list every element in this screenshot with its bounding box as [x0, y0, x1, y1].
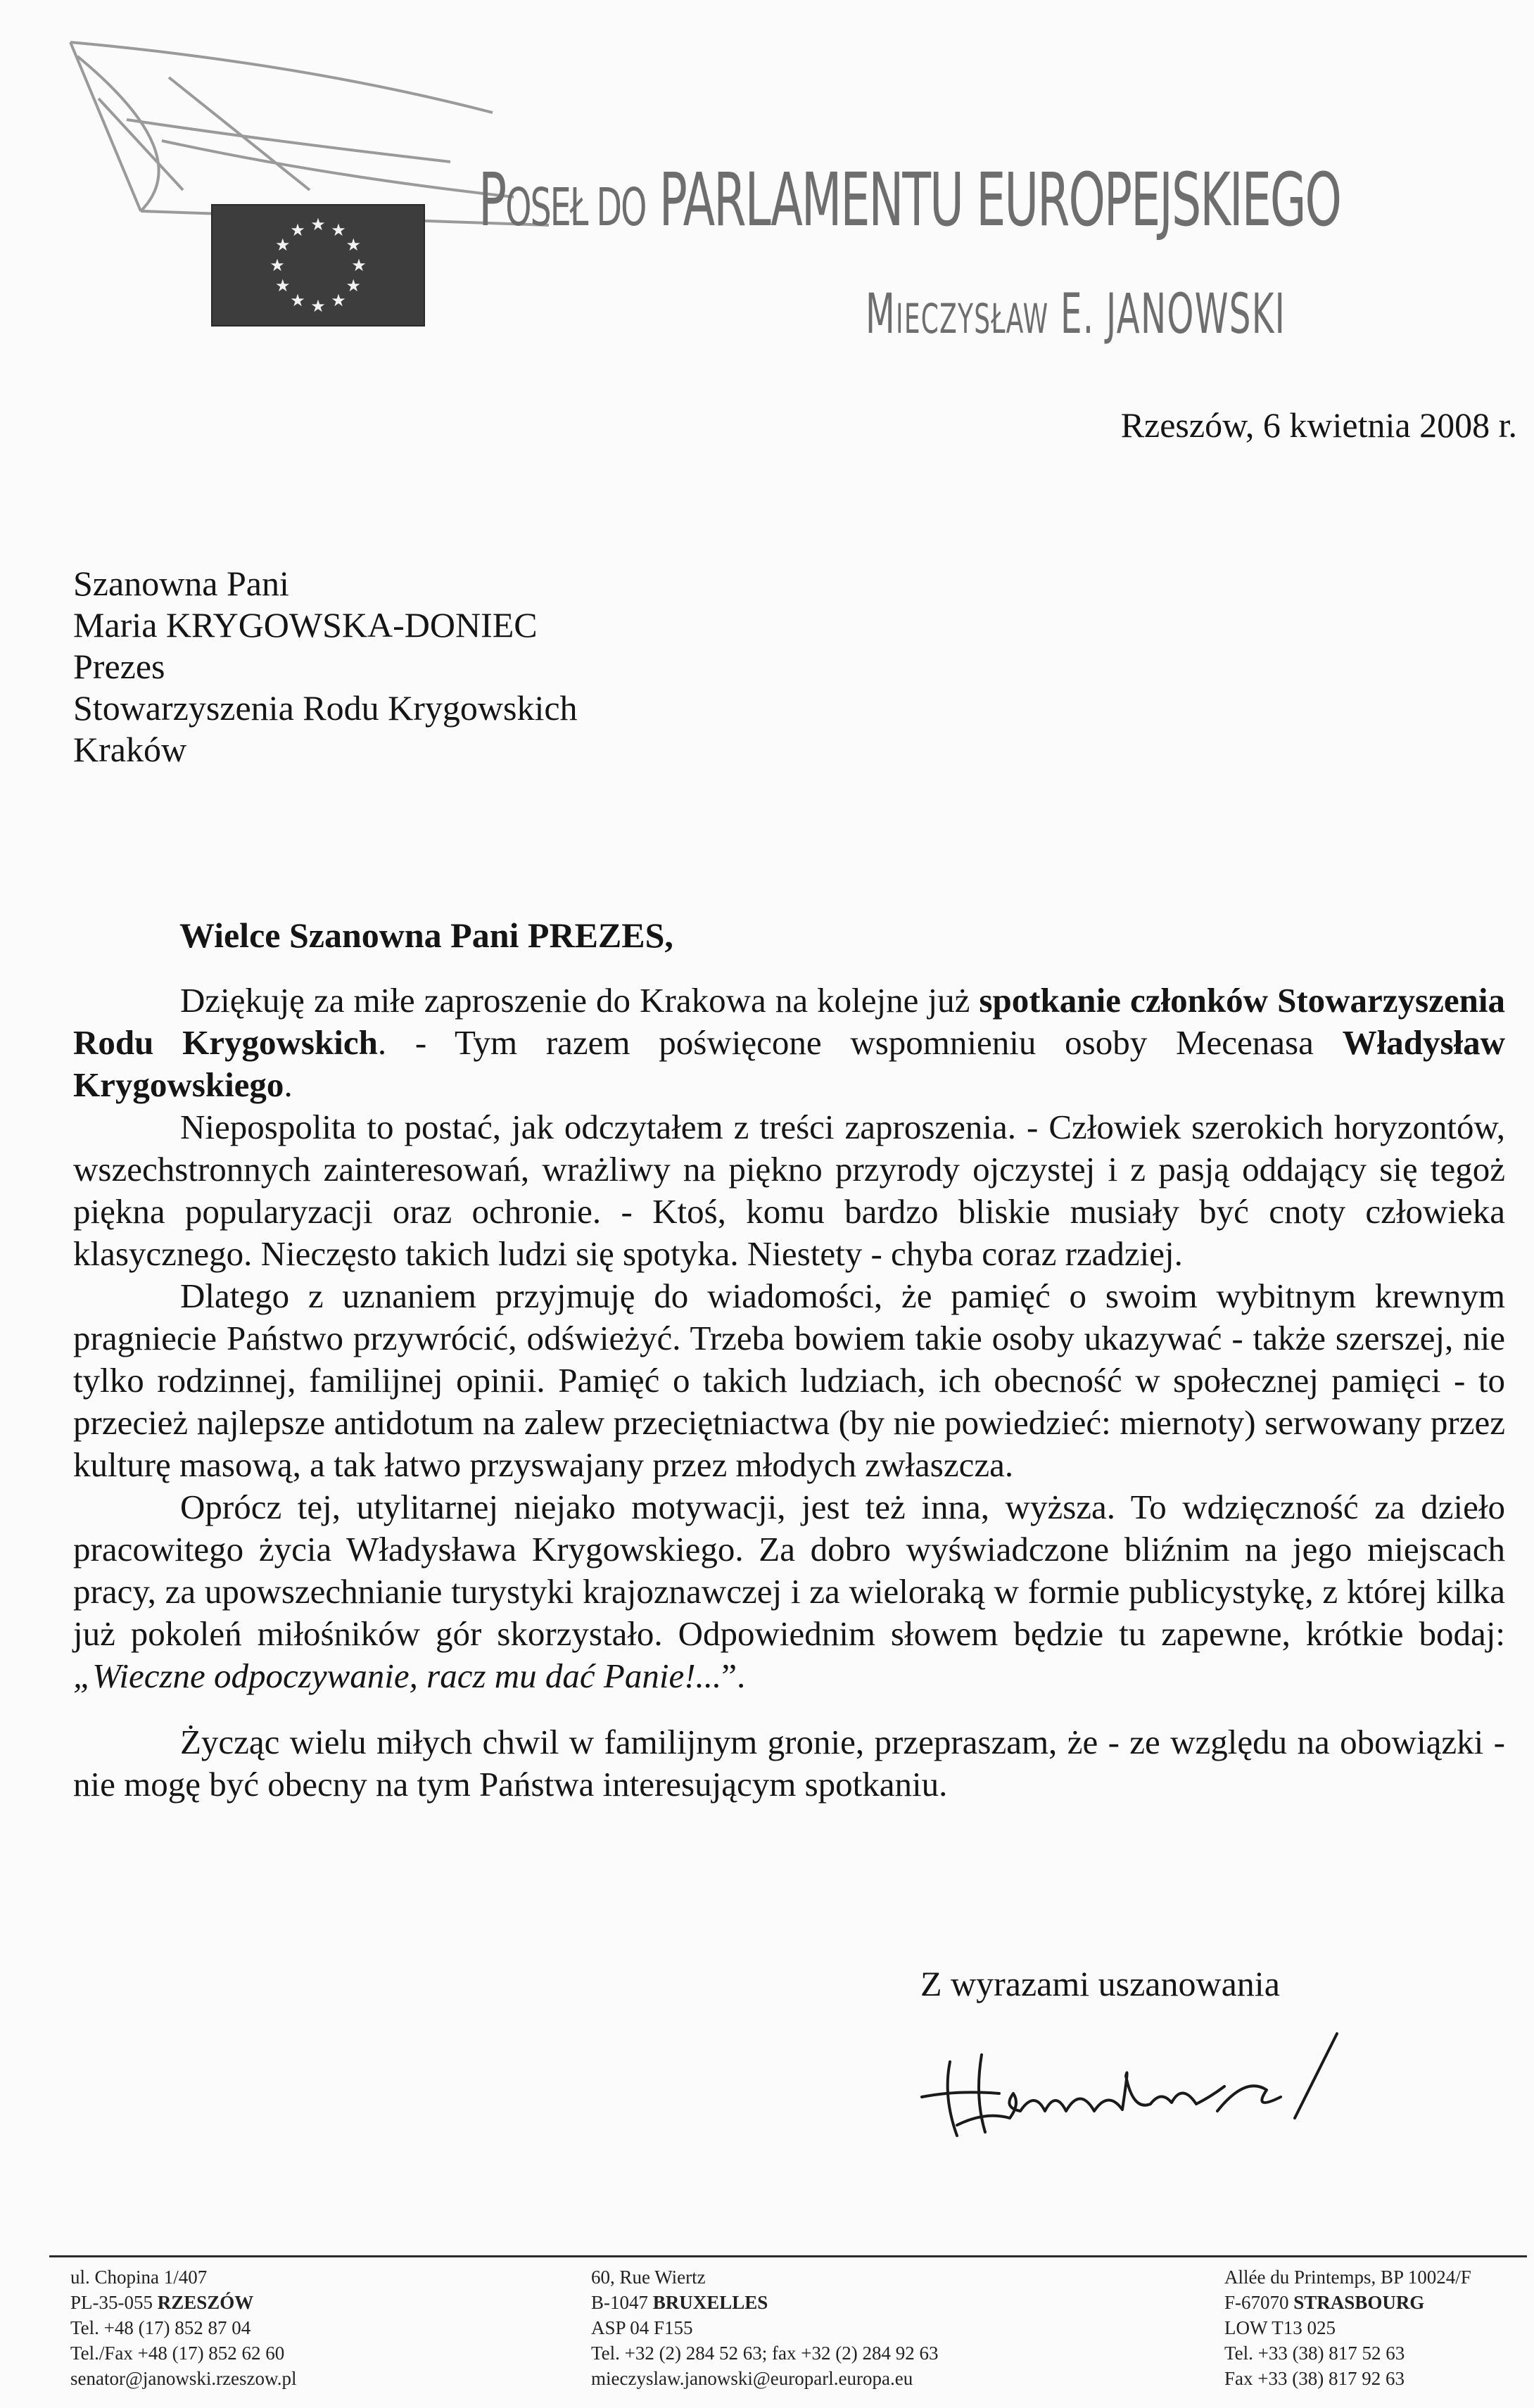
footer-text: PL-35-055	[70, 2292, 158, 2313]
footer-address-bruxelles	[591, 2264, 939, 2391]
letterhead-name: MIECZYSŁAW E. JANOWSKI	[866, 283, 1286, 346]
address-line: Maria KRYGOWSKA-DONIEC	[73, 605, 538, 645]
footer-text: senator@janowski.rzeszow.pl	[70, 2368, 297, 2389]
footer-line	[70, 2264, 297, 2290]
letter-body	[73, 980, 1505, 1806]
paragraph-3: Dlatego z uznaniem przyjmuję do wiadomości, że pamięć o swoim wybitnym krewnym pragniecie Państwo przywrócić, odświeżyć. Trzeba bowiem takie osoby ukazywać - także szerszej, nie tylko rodzinnej, familijnej opinii. Pamięć o takich ludziach, ich obecność w społecznej pamięci - to przecież najlepsze antidotum na zalew przeciętniactwa (by nie powiedzieć: miernoty) serwowany przez kulturę masową, a tak łatwo przyswajany przez młodych zwłaszcza.	[73, 1276, 1505, 1484]
footer-line	[1224, 2290, 1471, 2315]
footer-address-strasbourg	[1224, 2264, 1471, 2391]
eu-flag-icon	[211, 204, 425, 327]
address-line: Prezes	[73, 647, 165, 686]
paragraph-4: Oprócz tej, utylitarnej niejako motywacji, jest też inna, wyższa. To wdzięczność za dzieło pracowitego życia Władysława Krygowskiego. Za dobro wyświadczone bliźnim na jego miejscach pracy, za upowszechnianie turystyki krajoznawczej i za wieloraką w formie publicystykę, z której kilka już pokoleń miłośników gór skorzystało. Odpowiednim słowem będzie tu zapewne, krótkie bodaj: „Wieczne odpoczywanie, racz mu dać Panie!...”.	[73, 1488, 1505, 1695]
paragraph-2: Niepospolita to postać, jak odczytałem z treści zaproszenia. - Człowiek szerokich horyzontów, wszechstronnych zainteresowań, wrażliwy na piękno przyrody ojczystej i z pasją oddający się tegoż piękna popularyzacji oraz ochronie. - Ktoś, komu bardzo bliskie musiały być cnoty człowieka klasycznego. Nieczęsto takich ludzi się spotyka. Niestety - chyba coraz rzadziej.	[73, 1108, 1505, 1273]
address-line: Stowarzyszenia Rodu Krygowskich	[73, 688, 578, 728]
handwritten-signature	[915, 2020, 1351, 2146]
footer-text: Allée du Printemps, BP 10024/F	[1224, 2267, 1471, 2288]
footer-line	[1224, 2340, 1471, 2366]
footer-address-rzeszow	[70, 2264, 297, 2391]
star-icon: ★	[290, 220, 305, 240]
footer-text: ASP 04 F155	[591, 2317, 693, 2338]
footer-text: F-67070	[1224, 2292, 1294, 2313]
star-icon: ★	[270, 255, 285, 275]
paragraph-1: Dziękuję za miłe zaproszenie do Krakowa na kolejne już spotkanie członków Stowarzyszenia Rodu Krygowskich. - Tym razem poświęcone wspomnieniu osoby Mecenasa Władysław Krygowskiego.	[73, 981, 1506, 1104]
star-icon: ★	[346, 276, 361, 296]
footer-text: Fax +33 (38) 817 92 63	[1224, 2368, 1405, 2389]
footer-line	[591, 2366, 939, 2391]
star-icon: ★	[351, 255, 367, 275]
star-icon: ★	[331, 291, 346, 311]
footer-line	[70, 2366, 297, 2391]
footer-line	[591, 2340, 939, 2366]
footer-city: STRASBOURG	[1293, 2292, 1425, 2313]
star-icon: ★	[275, 276, 291, 296]
footer-line	[70, 2290, 297, 2315]
footer-line	[1224, 2264, 1471, 2290]
footer-line	[70, 2315, 297, 2340]
salutation: Wielce Szanowna Pani PREZES,	[179, 915, 673, 955]
footer-city: BRUXELLES	[652, 2292, 768, 2313]
footer-text: 60, Rue Wiertz	[591, 2267, 706, 2288]
footer-text: mieczyslaw.janowski@europarl.europa.eu	[591, 2368, 913, 2389]
footer-text: Tel. +32 (2) 284 52 63; fax +32 (2) 284 92 63	[591, 2343, 939, 2364]
address-line: Szanowna Pani	[73, 564, 289, 603]
footer-text: Tel. +48 (17) 852 87 04	[70, 2317, 251, 2338]
footer-line	[591, 2315, 939, 2340]
recipient-address	[73, 563, 578, 771]
footer-line	[591, 2264, 939, 2290]
star-icon: ★	[275, 235, 291, 255]
closing-phrase: Z wyrazami uszanowania	[920, 1964, 1280, 2003]
footer-line	[591, 2290, 939, 2315]
footer-text: Tel. +33 (38) 817 52 63	[1224, 2343, 1405, 2364]
footer-line	[70, 2340, 297, 2366]
star-icon: ★	[310, 296, 326, 316]
star-icon: ★	[310, 215, 326, 234]
letterhead-title: POSEŁ DO PARLAMENTU EUROPEJSKIEGO	[478, 157, 1341, 243]
letter-date: Rzeszów, 6 kwietnia 2008 r.	[1120, 405, 1517, 445]
footer-text: ul. Chopina 1/407	[70, 2267, 208, 2288]
paragraph-5: Życząc wielu miłych chwil w familijnym gronie, przepraszam, że - ze względu na obowiązki - nie mogę być obecny na tym Państwa interesującym spotkaniu.	[73, 1723, 1505, 1804]
footer-text: B-1047	[591, 2292, 653, 2313]
footer-city: RZESZÓW	[157, 2292, 254, 2313]
footer-line	[1224, 2315, 1471, 2340]
footer-text: LOW T13 025	[1224, 2317, 1336, 2338]
star-icon: ★	[346, 235, 361, 255]
footer-line	[1224, 2366, 1471, 2391]
star-icon: ★	[331, 220, 346, 240]
footer-divider	[49, 2255, 1527, 2257]
footer-text: Tel./Fax +48 (17) 852 62 60	[70, 2343, 285, 2364]
eu-stars-icon	[213, 205, 424, 325]
address-line: Kraków	[73, 730, 187, 769]
star-icon: ★	[290, 291, 305, 311]
